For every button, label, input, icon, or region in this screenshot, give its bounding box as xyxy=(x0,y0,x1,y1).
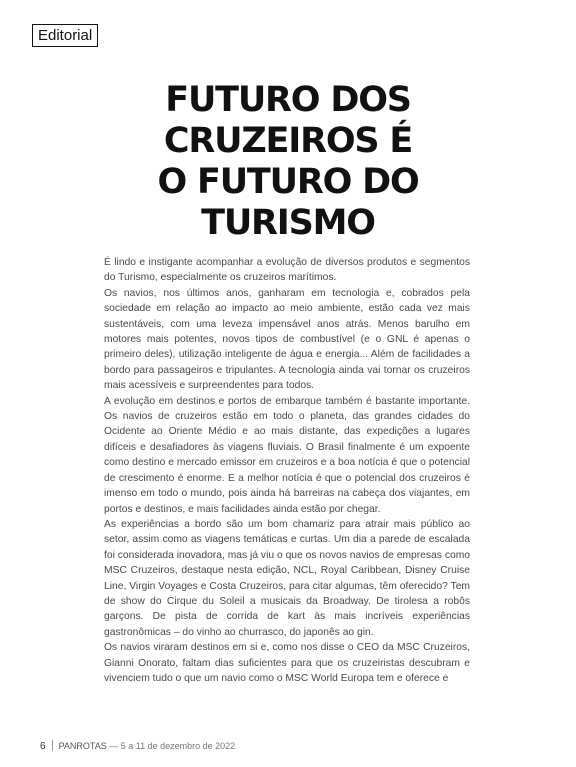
headline xyxy=(0,80,576,244)
page-number: 6 xyxy=(40,741,46,752)
paragraph: Os navios viraram destinos em si e, como nos disse o CEO da MSC Cruzeiros, Gianni Onorato, faltam dias suficientes para que os cruzeiristas descubram e vivenciem tudo o que um navio como o MSC World Europa tem e oferece e xyxy=(104,642,470,684)
headline-line: TURISMO xyxy=(201,203,375,243)
paragraph: A evolução em destinos e portos de embarque também é bastante importante. Os navios de cruzeiros estão em todo o planeta, das grandes cidades do Ocidente ao Oriente Médio e ao mais distante, das expedições a lugares difíceis e desafiadores às viagens fluviais. O Brasil finalmente é um expoente como destino e mercado emissor em cruzeiros e a boa notícia é que o potencial de crescimento é enorme. E a melhor notícia é que o potencial dos cruzeiros é imenso em todo o mundo, pois ainda há barreiras na cabeça dos viajantes, em portos e destinos, e mais facilidades ainda estão por chegar. xyxy=(104,395,470,515)
section-tag: Editorial xyxy=(32,24,98,47)
page-footer xyxy=(40,740,235,752)
footer-divider xyxy=(52,740,53,751)
headline-line: FUTURO DOS xyxy=(165,80,411,120)
issue-date: — 5 a 11 de dezembro de 2022 xyxy=(109,741,236,751)
paragraph: As experiências a bordo são um bom chamariz para atrair mais público ao setor, assim como as viagens temáticas e curtas. Um dia a parede de escalada foi considerada inovadora, mas já viu o que os novos navios de empresas como MSC Cruzeiros, destaque nesta edição, NCL, Royal Caribbean, Disney Cruise Line, Virgin Voyages e Costa Cruzeiros, para citar algumas, têm oferecido? Tem de show do Cirque du Soleil a musicais da Broadway. De tirolesa a robôs garçons. De pista de corrida de kart às mais incríveis experiências gastronômicas – do vinho ao churrasco, do japonês ao gin. xyxy=(104,518,470,638)
paragraph: É lindo e instigante acompanhar a evolução de diversos produtos e segmentos do Turismo, especialmente os cruzeiros marítimos. xyxy=(104,257,470,284)
article-body xyxy=(104,255,470,686)
headline-line: CRUZEIROS É xyxy=(163,121,413,161)
paragraph: Os navios, nos últimos anos, ganharam em tecnologia e, cobrados pela sociedade em relação ao impacto ao meio ambiente, estão cada vez mais sustentáveis, com uma leveza impensável anos atrás. Menos barulho em motores mais potentes, novos tipos de combustível (e o GNL é apenas o primeiro deles), utilização inteligente de água e energia... Além de facilidades a bordo para passageiros e tripulantes. A tecnologia ainda vai tornar os cruzeiros mais acessíveis e surpreendentes para todos. xyxy=(104,287,470,392)
headline-line: O FUTURO DO xyxy=(157,162,419,202)
publication-name: PANROTAS xyxy=(58,741,107,751)
